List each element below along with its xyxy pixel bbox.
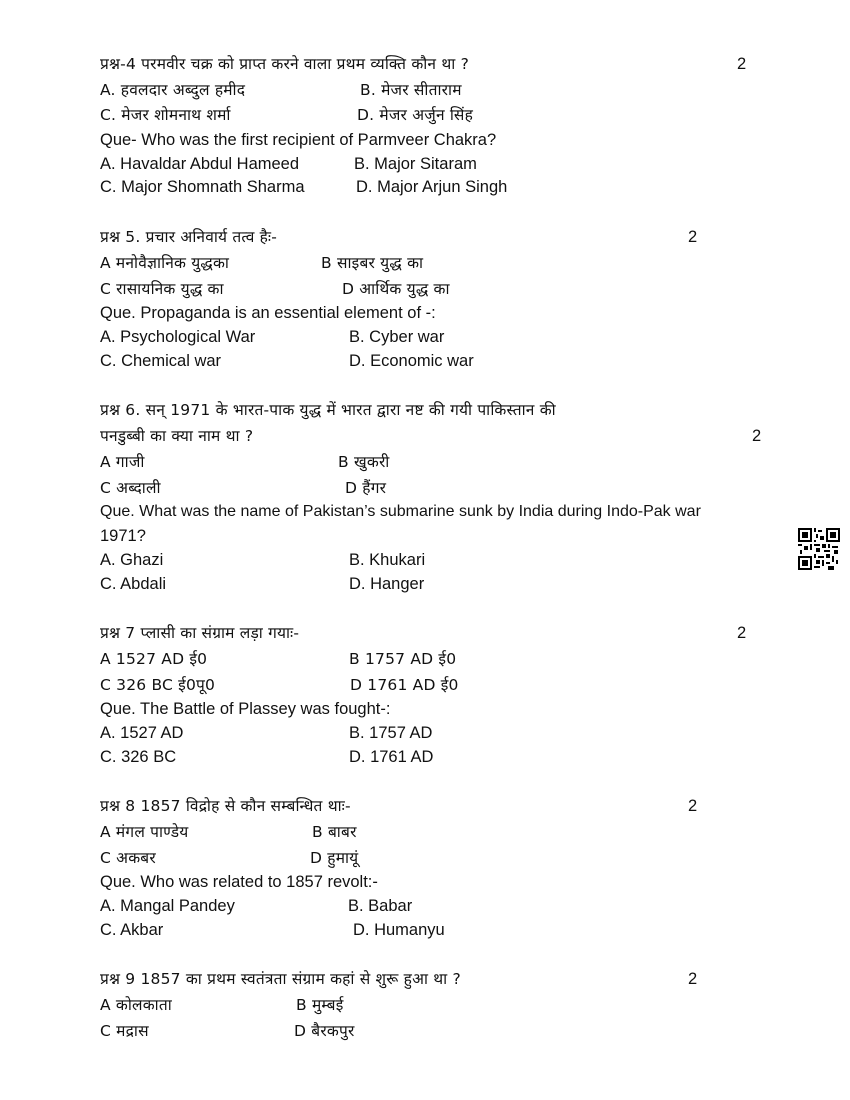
q6-marks: 2 bbox=[752, 427, 762, 445]
q8-en-option-d: D. Humanyu bbox=[353, 921, 445, 939]
q6-hi-option-d: D हैंगर bbox=[345, 479, 387, 497]
q6-hindi-question-cont: पनडुब्बी का क्या नाम था ? bbox=[100, 427, 254, 445]
q8-en-option-a: A. Mangal Pandey bbox=[100, 897, 235, 915]
q8-hi-option-c: C अकबर bbox=[100, 849, 156, 867]
q5-hi-option-b: B साइबर युद्ध का bbox=[321, 254, 424, 272]
q4-en-option-a: A. Havaldar Abdul Hameed bbox=[100, 155, 300, 173]
q8-hi-option-a: A मंगल पाण्डेय bbox=[100, 823, 189, 841]
q5-hindi-question: प्रश्न 5. प्रचार अनिवार्य तत्व हैः- bbox=[100, 228, 278, 246]
q4-marks: 2 bbox=[737, 55, 747, 73]
q8-en-option-c: C. Akbar bbox=[100, 921, 164, 939]
q6-english-question-cont: 1971? bbox=[100, 527, 146, 545]
q8-hi-option-b: B बाबर bbox=[312, 823, 357, 841]
q7-hindi-question: प्रश्न 7 प्लासी का संग्राम लड़ा गयाः- bbox=[100, 624, 300, 642]
q5-hi-option-a: A मनोवैज्ञानिक युद्धका bbox=[100, 254, 230, 272]
q4-en-option-b: B. Major Sitaram bbox=[354, 155, 477, 173]
q4-en-option-d: D. Major Arjun Singh bbox=[356, 178, 508, 196]
q5-marks: 2 bbox=[688, 228, 698, 246]
q5-hi-option-c: C रासायनिक युद्ध का bbox=[100, 280, 224, 298]
q9-hi-option-d: D बैरकपुर bbox=[294, 1022, 355, 1040]
q5-english-question: Que. Propaganda is an essential element of -: bbox=[100, 304, 436, 322]
q6-en-option-b: B. Khukari bbox=[349, 551, 426, 569]
q9-marks: 2 bbox=[688, 970, 698, 988]
q9-hi-option-b: B मुम्बई bbox=[296, 996, 344, 1014]
q5-en-option-d: D. Economic war bbox=[349, 352, 474, 370]
q4-hi-option-d: D. मेजर अर्जुन सिंह bbox=[357, 106, 474, 124]
q7-hi-option-b: B 1757 AD ई0 bbox=[349, 650, 457, 668]
q7-english-question: Que. The Battle of Plassey was fought-: bbox=[100, 700, 391, 718]
q6-hi-option-a: A गाजी bbox=[100, 453, 145, 471]
q4-hi-option-a: A. हवलदार अब्दुल हमीद bbox=[100, 81, 246, 99]
q8-marks: 2 bbox=[688, 797, 698, 815]
q7-marks: 2 bbox=[737, 624, 747, 642]
q6-en-option-a: A. Ghazi bbox=[100, 551, 164, 569]
q9-hi-option-c: C मद्रास bbox=[100, 1022, 149, 1040]
q8-en-option-b: B. Babar bbox=[348, 897, 413, 915]
q5-en-option-c: C. Chemical war bbox=[100, 352, 222, 370]
q4-en-option-c: C. Major Shomnath Sharma bbox=[100, 178, 305, 196]
q7-hi-option-a: A 1527 AD ई0 bbox=[100, 650, 208, 668]
q8-english-question: Que. Who was related to 1857 revolt:- bbox=[100, 873, 378, 891]
q7-en-option-c: C. 326 BC bbox=[100, 748, 177, 766]
q7-hi-option-d: D 1761 AD ई0 bbox=[350, 676, 459, 694]
q5-en-option-b: B. Cyber war bbox=[349, 328, 445, 346]
q7-en-option-a: A. 1527 AD bbox=[100, 724, 184, 742]
q7-en-option-b: B. 1757 AD bbox=[349, 724, 433, 742]
q9-hindi-question: प्रश्न 9 1857 का प्रथम स्वतंत्रता संग्राम कहां से शुरू हुआ था ? bbox=[100, 970, 461, 988]
qr-code-icon bbox=[798, 528, 840, 570]
q6-hi-option-c: C अब्दाली bbox=[100, 479, 161, 497]
q7-hi-option-c: C 326 BC ई0पू0 bbox=[100, 676, 216, 694]
q6-hi-option-b: B खुकरी bbox=[338, 453, 390, 471]
q4-english-question: Que- Who was the first recipient of Parmveer Chakra? bbox=[100, 131, 497, 149]
q6-en-option-d: D. Hanger bbox=[349, 575, 425, 593]
q4-hindi-question: प्रश्न-4 परमवीर चक्र को प्राप्त करने वाला प्रथम व्यक्ति कौन था ? bbox=[100, 55, 470, 73]
q6-english-question: Que. What was the name of Pakistan’s submarine sunk by India during Indo-Pak war bbox=[100, 503, 701, 520]
q7-en-option-d: D. 1761 AD bbox=[349, 748, 434, 766]
q5-en-option-a: A. Psychological War bbox=[100, 328, 256, 346]
q6-hindi-question: प्रश्न 6. सन् 1971 के भारत-पाक युद्ध में भारत द्वारा नष्ट की गयी पाकिस्तान की bbox=[100, 401, 556, 419]
q4-hi-option-c: C. मेजर शोमनाथ शर्मा bbox=[100, 106, 231, 124]
q8-hi-option-d: D हुमायूं bbox=[310, 849, 359, 867]
q8-hindi-question: प्रश्न 8 1857 विद्रोह से कौन सम्बन्धित थाः- bbox=[100, 797, 351, 815]
q4-hi-option-b: B. मेजर सीताराम bbox=[360, 81, 462, 99]
q9-hi-option-a: A कोलकाता bbox=[100, 996, 172, 1014]
q6-en-option-c: C. Abdali bbox=[100, 575, 167, 593]
q5-hi-option-d: D आर्थिक युद्ध का bbox=[342, 280, 450, 298]
